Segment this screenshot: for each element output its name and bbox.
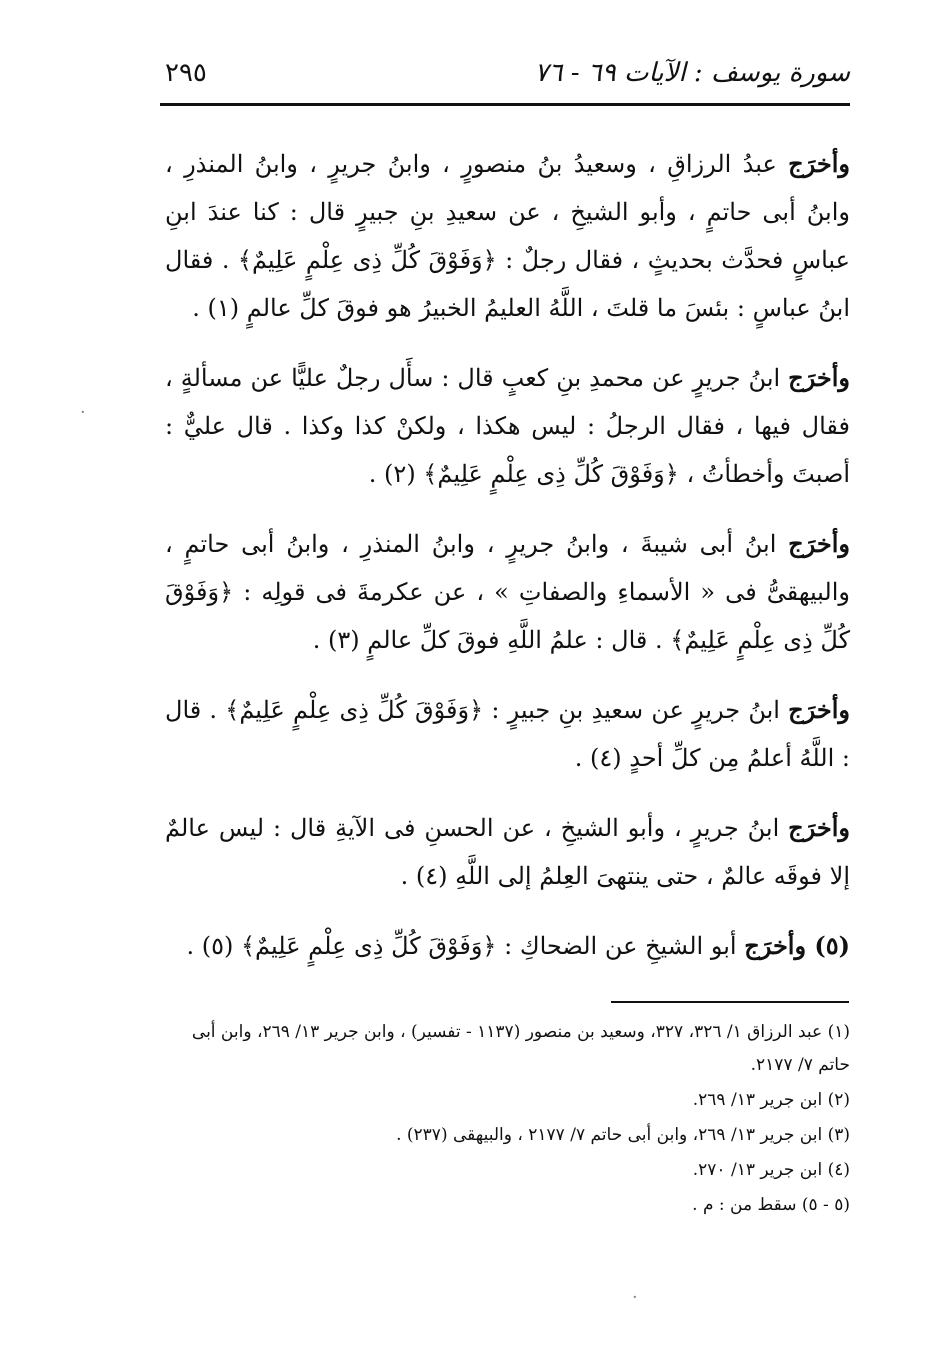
paragraph-text: ابنُ جريرٍ ، وأبو الشيخِ ، عن الحسنِ فى الآيةِ قال : ليس عالمٌ إلا فوقَه عالمٌ ، حتى ينتهىَ العِلمُ إلى اللَّهِ (٤) . [165,814,850,890]
page-number: ٢٩٥ [165,58,207,88]
margin-speck: · [80,402,86,423]
margin-speck: · [632,1287,638,1308]
footnote-2: (٢) ابن جرير ١٣/ ٢٦٩. [692,1090,850,1110]
paragraph-5 [165,804,850,900]
paragraph-text: عبدُ الرزاقِ ، وسعيدُ بنُ منصورٍ ، وابنُ جريرٍ ، وابنُ المنذرِ ، وابنُ أبى حاتمٍ ، وأبو الشيخِ ، عن سعيدِ بنِ جبيرٍ قال : كنا عندَ ابنِ عباسٍ فحدَّث بحديثٍ ، فقال رجلٌ : ﴿وَفَوْقَ كُلِّ ذِى عِلْمٍ عَلِيمٌ﴾ . فقال ابنُ عباسٍ : بئسَ ما قلتَ ، اللَّهُ العليمُ الخبيرُ هو فوقَ كلِّ عالمٍ (١) . [165,150,850,322]
paragraph-6 [165,922,850,970]
paragraph-4 [165,686,850,782]
paragraph-lead: وأخرَج [788,529,850,558]
footnote-5: (٥ - ٥) سقط من : م . [692,1195,850,1215]
paragraph-lead: وأخرَج [788,813,850,842]
footnotes [165,1016,850,1224]
footnote-3: (٣) ابن جرير ١٣/ ٢٦٩، وابن أبى حاتم ٧/ ٢١٧٧ ، والبيهقى (٢٣٧) . [396,1125,850,1145]
paragraph-1 [165,140,850,332]
footnote-1: (١) عبد الرزاق ١/ ٣٢٦، ٣٢٧، وسعيد بن منصور (١١٣٧ - تفسير) ، وابن جرير ١٣/ ٢٦٩، وابن أبى حاتم ٧/ ٢١٧٧. [191,1022,850,1075]
paragraph-lead: وأخرَج [788,363,850,392]
paragraph-text: ابنُ أبى شيبةَ ، وابنُ جريرٍ ، وابنُ المنذرِ ، وابنُ أبى حاتمٍ ، والبيهقىُّ فى « الأسماءِ والصفاتِ » ، عن عكرمةَ فى قولِه : ﴿وَفَوْقَ كُلِّ ذِى عِلْمٍ عَلِيمٌ﴾ . قال : علمُ اللَّهِ فوقَ كلِّ عالمٍ (٣) . [165,530,850,654]
paragraph-lead: وأخرَج [788,149,850,178]
paragraph-text: ابنُ جريرٍ عن سعيدِ بنِ جبيرٍ : ﴿وَفَوْقَ كُلِّ ذِى عِلْمٍ عَلِيمٌ﴾ . قال : اللَّهُ أعلمُ مِن كلِّ أحدٍ (٤) . [165,696,850,772]
footnote-rule [611,1001,849,1003]
paragraph-lead: وأخرَج [788,695,850,724]
paragraph-text: ابنُ جريرٍ عن محمدِ بنِ كعبٍ قال : سأَل رجلٌ عليًّا عن مسألةٍ ، فقال فيها ، فقال الرجلُ : ليس هكذا ، ولكنْ كذا وكذا . قال عليٌّ : أصبتَ وأخطأتُ ، ﴿وَفَوْقَ كُلِّ ذِى عِلْمٍ عَلِيمٌ﴾ (٢) . [165,364,850,488]
header-rule [160,103,850,106]
paragraph-text: أبو الشيخِ عن الضحاكِ : ﴿وَفَوْقَ كُلِّ ذِى عِلْمٍ عَلِيمٌ﴾ (٥) . [186,932,745,960]
running-header [165,58,850,98]
main-text [165,140,850,992]
paragraph-2 [165,354,850,498]
footnote-4: (٤) ابن جرير ١٣/ ٢٧٠. [692,1160,850,1180]
paragraph-3 [165,520,850,664]
paragraph-lead: (٥) وأخرَج [744,931,850,960]
running-title: سورة يوسف : الآيات ٦٩ - ٧٦ [534,58,850,88]
